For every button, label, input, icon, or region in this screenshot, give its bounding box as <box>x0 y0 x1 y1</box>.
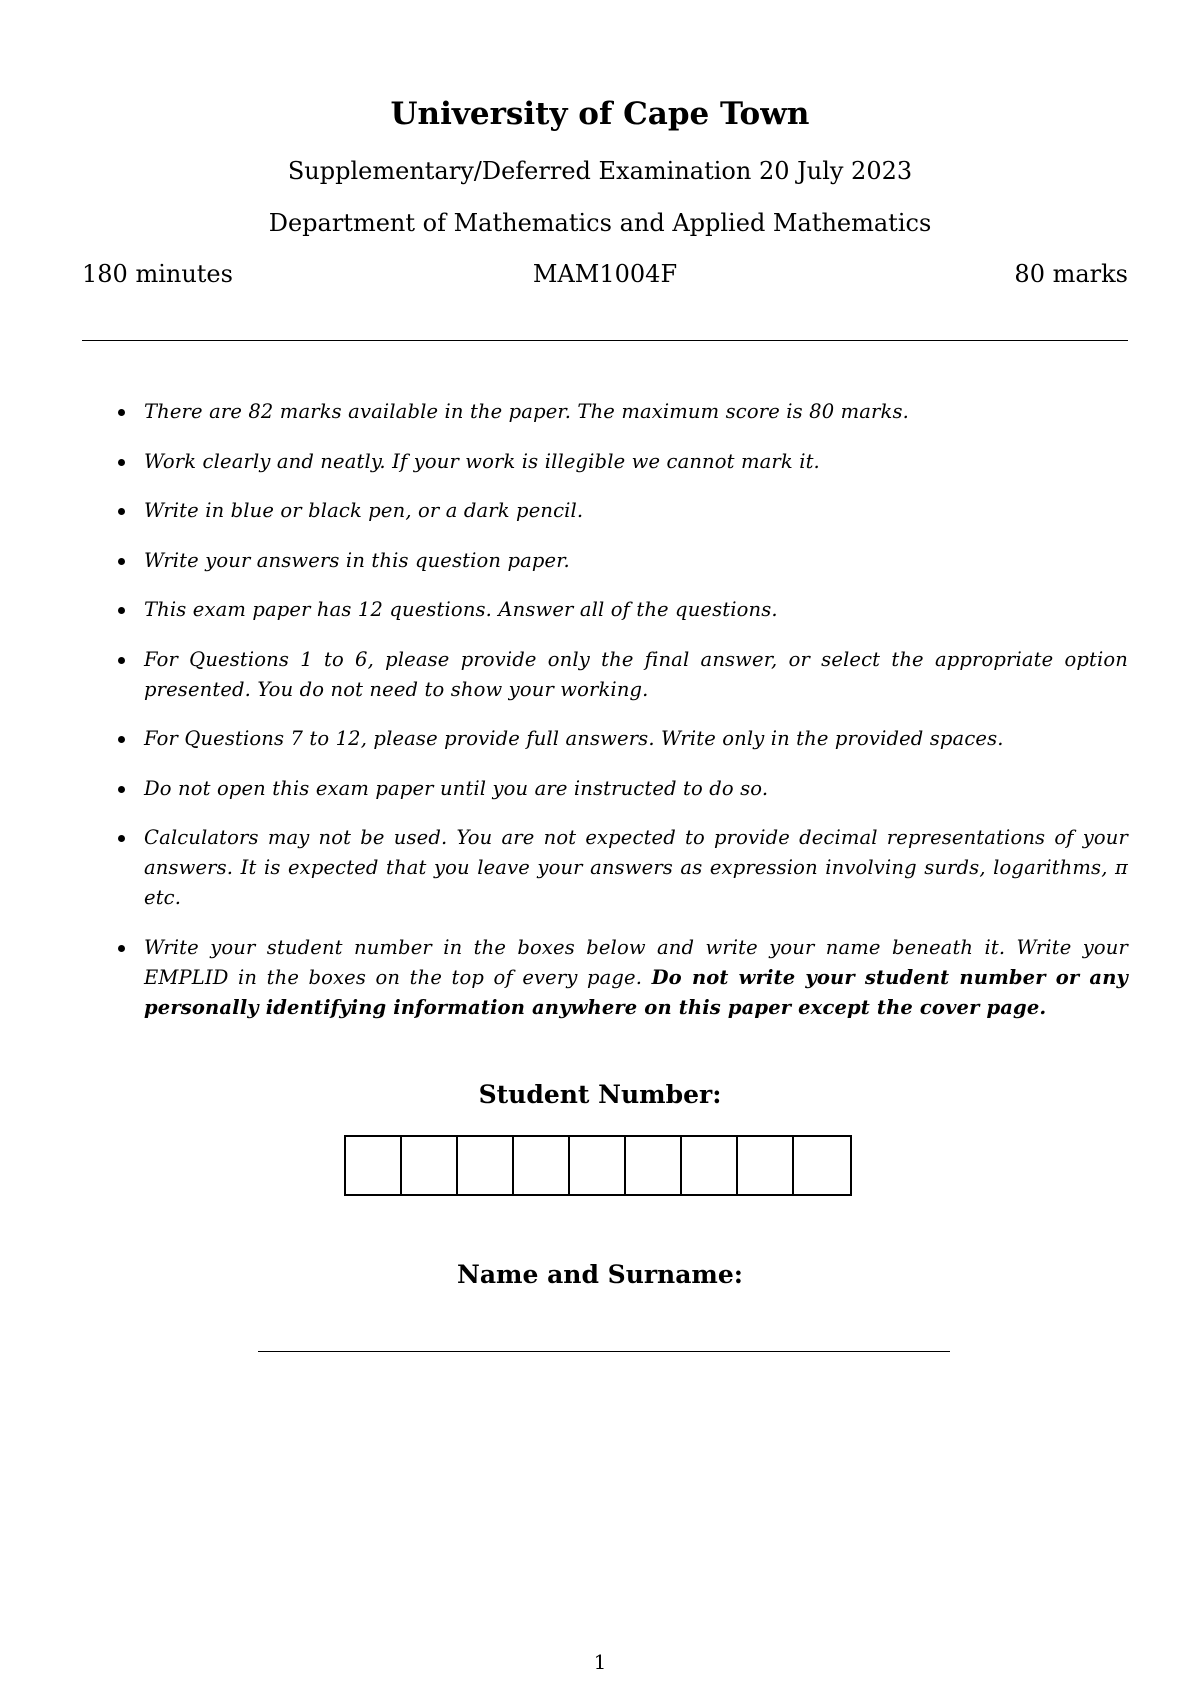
exam-title: Supplementary/Deferred Examination 20 July 2023 <box>287 157 913 185</box>
instruction-item: Do not open this exam paper until you are instructed to do so. <box>114 774 1128 804</box>
instruction-text: Write your student number in the boxes below and write your name beneath it. Write your EMPLID in the boxes on the top of every page. <box>144 935 1128 989</box>
university-title: University of Cape Town <box>390 96 810 132</box>
student-number-box[interactable] <box>514 1137 570 1194</box>
total-marks: 80 marks <box>1014 260 1128 288</box>
name-surname-line[interactable] <box>258 1351 950 1352</box>
exam-meta-row <box>82 258 1128 290</box>
instruction-item: Calculators may not be used. You are not expected to provide decimal representations of your answers. It is expected that you leave your answers as expression involving surds, logarithms, π etc. <box>114 823 1128 913</box>
instruction-item: Work clearly and neatly. If your work is illegible we cannot mark it. <box>114 447 1128 477</box>
page-number: 1 <box>593 1650 607 1674</box>
instruction-item <box>114 933 1128 1023</box>
student-number-box[interactable] <box>346 1137 402 1194</box>
department-name: Department of Mathematics and Applied Mathematics <box>268 209 932 237</box>
instruction-warning: Do not write your student number or any personally identifying information anywhere on this paper except the cover page. <box>144 965 1129 1019</box>
course-code: MAM1004F <box>532 260 678 288</box>
instruction-item: There are 82 marks available in the paper. The maximum score is 80 marks. <box>114 397 1128 427</box>
student-number-box[interactable] <box>738 1137 794 1194</box>
instruction-item: For Questions 1 to 6, please provide only the final answer, or select the appropriate option presented. You do not need to show your working. <box>114 645 1128 705</box>
student-number-boxes <box>344 1135 852 1196</box>
instruction-item: Write your answers in this question paper. <box>114 546 1128 576</box>
student-number-box[interactable] <box>682 1137 738 1194</box>
instruction-item: For Questions 7 to 12, please provide full answers. Write only in the provided spaces. <box>114 724 1128 754</box>
student-number-box[interactable] <box>794 1137 850 1194</box>
instructions-list <box>114 397 1128 1042</box>
student-number-box[interactable] <box>570 1137 626 1194</box>
name-surname-label: Name and Surname: <box>456 1260 744 1289</box>
student-number-box[interactable] <box>626 1137 682 1194</box>
instruction-item: Write in blue or black pen, or a dark pencil. <box>114 496 1128 526</box>
student-number-box[interactable] <box>402 1137 458 1194</box>
instruction-item: This exam paper has 12 questions. Answer all of the questions. <box>114 595 1128 625</box>
student-number-box[interactable] <box>458 1137 514 1194</box>
exam-duration: 180 minutes <box>82 260 233 288</box>
header-divider <box>82 340 1128 341</box>
student-number-label: Student Number: <box>478 1080 722 1109</box>
